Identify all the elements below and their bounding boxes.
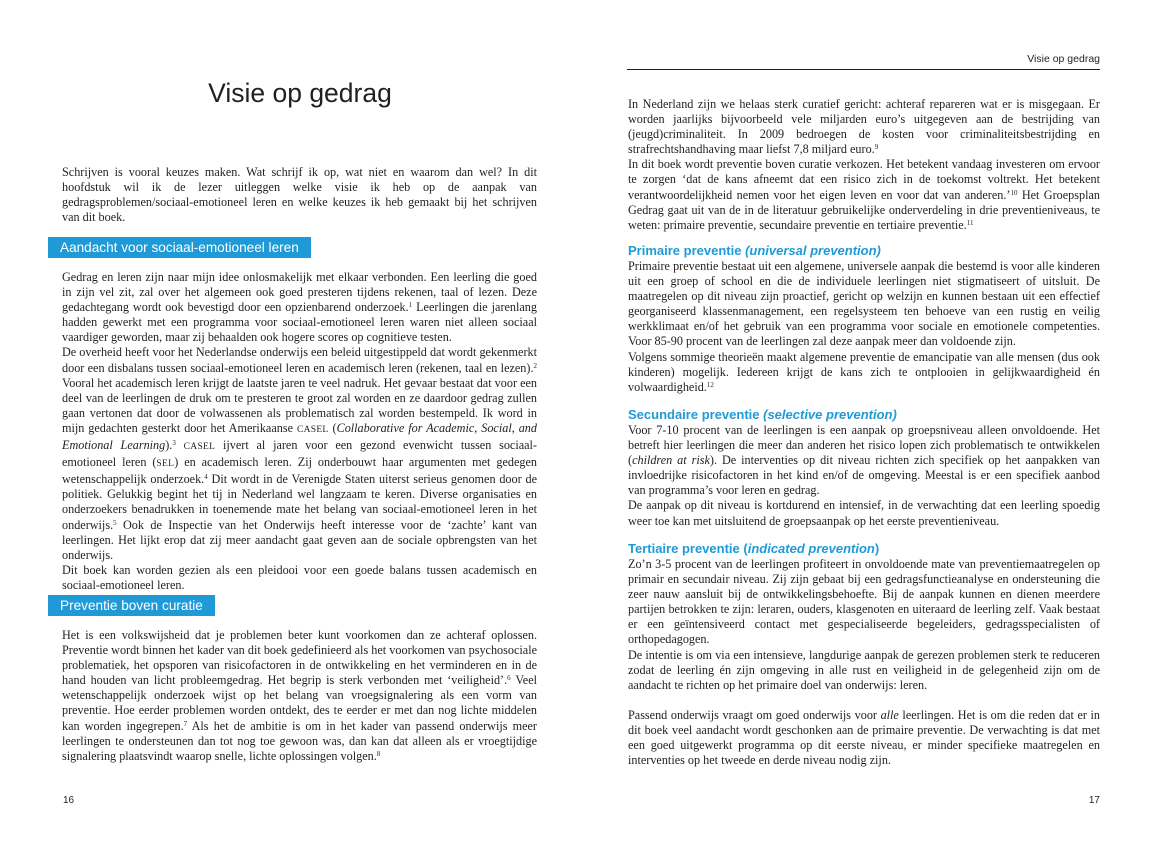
text: Leerlingen die jarenlang hadden gewerkt met een programma voor sociaal-emotioneel leren waren niet alleen sociaal vaardiger geworden, maar zij behaalden ook hogere scores op cognitieve testen. xyxy=(62,300,537,345)
text: Secundaire preventie xyxy=(628,407,764,422)
header-rule xyxy=(627,69,1100,70)
text: Vooral het academisch leren krijgt de laatste jaren te veel nadruk. Het gevaar bestaat dat voor een deel van de leerlingen de druk om te presteren te groot zal worden en ze daardoor gedrag zullen gaan vertonen dat door de volwassenen als problematisch zal worden bestempeld. Ik word in mijn gedachten gesterkt door het Amerikaanse xyxy=(62,375,537,435)
text: ( xyxy=(328,420,337,435)
paragraph: Dit boek kan worden gezien als een pleidooi voor een goede balans tussen academisch en sociaal-emotioneel leren. xyxy=(62,562,537,592)
acronym: CASEL xyxy=(296,424,329,435)
footnote-ref: 9 xyxy=(874,143,879,152)
italic-text: children at risk xyxy=(632,453,710,468)
page-number: 16 xyxy=(63,795,75,806)
section-social-emotional xyxy=(62,270,537,593)
text: ). xyxy=(165,438,173,453)
footnote-ref: 4 xyxy=(204,473,208,482)
text: Primaire preventie xyxy=(628,243,746,258)
footnote-ref: 8 xyxy=(376,749,381,758)
paragraph: De aanpak op dit niveau is kortdurend en intensief, in de verwachting dat een leerling spoedig weer toe kan met uitsluitend de groepsaanpak op het eerste preventieniveau. xyxy=(628,498,1100,528)
footnote-ref: 3 xyxy=(172,439,176,448)
paragraph: Primaire preventie bestaat uit een algemene, universele aanpak die bestemd is voor alle kinderen uit een groep of school en die de individuele leerlingen niet stigmatiseert of uitsluit. De maatregelen op dit niveau zijn proactief, gericht op welzijn en kunnen bestaan uit een effectief georganiseerd klassenmanagement, een regelsysteem ten behoeve van een rustig en veilig werkklimaat en/of het gebruik van een programma voor sociale en emotionele competenties. Voor 85-90 procent van de leerlingen zal deze aanpak meer dan voldoende zijn. xyxy=(628,259,1100,349)
paragraph xyxy=(628,350,1100,395)
section-heading-social-emotional: Aandacht voor sociaal-emotioneel leren xyxy=(48,237,311,258)
text: Volgens sommige theorieën maakt algemene preventie de emancipatie van alle mensen (dus ook kinderen) mogelijk. Iedereen krijgt de kans zich te ontplooien in gelijkwaardigheid én volwaardigheid. xyxy=(628,349,1100,394)
footnote-ref: 11 xyxy=(966,218,974,227)
section-heading-prevention: Preventie boven curatie xyxy=(48,595,215,616)
footnote-ref: 1 xyxy=(408,301,413,310)
paragraph: De intentie is om via een intensieve, langdurige aanpak de gerezen problemen sterk te reduceren zodat de leerling én zijn omgeving in alle rust en veiligheid in de gelegenheid zijn om de aandacht te richten op het primaire doel van onderwijs: leren. xyxy=(628,647,1100,692)
text: ijvert al jaren voor een gezond evenwicht tussen sociaal-emotioneel leren ( xyxy=(62,438,537,470)
text: Dit wordt in de Verenigde Staten uiterst serieus genomen door de politiek. Gelukkig begint het tij in Nederland wel langzaam te keren. Diverse organisaties en onderzoekers benadrukken in toenemende mate het belang van sociaal-emotioneel leren in het onderwijs. xyxy=(62,472,537,532)
chapter-title: Visie op gedrag xyxy=(208,78,392,108)
acronym: SEL xyxy=(156,459,175,470)
footnote-ref: 12 xyxy=(706,380,714,389)
paragraph xyxy=(62,270,537,345)
footnote-ref: 2 xyxy=(533,361,537,370)
intro-paragraph: Schrijven is vooral keuzes maken. Wat schrijf ik op, wat niet en waarom dan wel? In dit hoofdstuk wil ik de lezer uitleggen welke visie ik heb op de aanpak van gedragsproblemen/sociaal-emotioneel leren en welke keuzes ik heb gemaakt bij het schrijven van dit boek. xyxy=(62,165,537,225)
subheading xyxy=(628,541,1100,557)
text: In dit boek wordt preventie boven curatie verkozen. Het betekent vandaag investeren om ervoor te zorgen ‘dat de kans afneemt dat een risico zich in de toekomst voltrekt. Het betekent verantwoordelijkheid nemen voor het eigen leven en voor dat van anderen.’ xyxy=(628,157,1100,202)
italic-text: indicated prevention xyxy=(747,541,875,556)
running-head: Visie op gedrag xyxy=(1027,53,1100,65)
text: leerlingen. Het is om die reden dat er in dit boek veel aandacht wordt geschonken aan de primaire preventie. De verwachting is dat met een goed uitgewerkt programma op dit eerste niveau, er minder specifieke maatregelen en interventies op het tweede en derde niveau nodig zijn. xyxy=(628,707,1100,768)
text: Ook de Inspectie van het Onderwijs heeft interesse voor de ‘zachte’ kant van leerlingen. Het lijkt erop dat zij meer aandacht gaat geven aan de sociale opbrengsten van het onderwijs. xyxy=(62,517,537,562)
italic-text: alle xyxy=(880,707,899,722)
italic-text: (universal prevention) xyxy=(745,243,881,258)
text: ) xyxy=(874,541,880,556)
footnote-ref: 10 xyxy=(1010,188,1018,197)
paragraph xyxy=(628,708,1100,768)
intro-block xyxy=(628,97,1100,233)
text: Als het de ambitie is om in het kader van passend onderwijs meer leerlingen te ondersteunen dan tot nog toe gewoon was, dan kan dat alleen als er vroegtijdige signalering plaatsvindt waarop snelle, lichte oplossingen volgen. xyxy=(62,718,537,763)
section-secondary-prevention xyxy=(628,407,1100,529)
text: Voor 7-10 procent van de leerlingen is een aanpak op groepsniveau alleen onvoldoende. Het betreft hier leerlingen die meer dan anderen het risico lopen zich problematisch te ontwikkelen ( xyxy=(628,423,1100,468)
paragraph xyxy=(62,345,537,562)
acronym: CASEL xyxy=(183,442,216,453)
paragraph xyxy=(62,628,537,764)
footnote-ref: 5 xyxy=(113,518,117,527)
paragraph-gap xyxy=(628,693,1100,708)
section-prevention xyxy=(62,628,537,764)
text: ) en academisch leren. Zij onderbouwt haar argumenten met gedegen wetenschappelijk onderzoek. xyxy=(62,455,537,487)
text: ( xyxy=(743,541,748,556)
paragraph: Zo’n 3-5 procent van de leerlingen profiteert in onvoldoende mate van preventiemaatregelen op primair en secundair niveau. Zij zijn gebaat bij een gedragsfunctieanalyse en ondersteuning die zeer nauw aansluit bij de ontwikkelingsbehoefte. Bij de aanpak kunnen en dienen meerdere partijen betrokken te zijn: leraren, ouders, klasgenoten en uiteraard de leerling zelf. Vaak bestaat er een geïntensiveerd contact met gespecialiseerde begeleiders, gedragsspecialisten of orthopedagogen. xyxy=(628,557,1100,647)
text: Gedrag en leren zijn naar mijn idee onlosmakelijk met elkaar verbonden. Een leerling die goed in zijn vel zit, zal over het algemeen ook goed presteren tijdens rekenen, taal of lezen. Deze gedachtegang wordt ook bevestigd door een opzienbarend onderzoek. xyxy=(62,270,537,315)
section-tertiary-prevention xyxy=(628,541,1100,768)
italic-text: (selective prevention) xyxy=(763,407,897,422)
intro-block xyxy=(62,165,537,225)
left-page xyxy=(0,0,581,867)
text: Passend onderwijs vraagt om goed onderwijs voor xyxy=(628,707,881,722)
text: Het is een volkswijsheid dat je problemen beter kunt voorkomen dan ze achteraf oplossen. Preventie wordt binnen het kader van dit boek gedefinieerd als het voorkomen van psychosociale problematiek, het opsporen van risicofactoren in de ontwikkeling en het verminderen en in de hand houden van licht probleemgedrag. Het begrip is sterk verbonden met ‘veiligheid’. xyxy=(62,628,537,688)
text: De overheid heeft voor het Nederlandse onderwijs een beleid uitgestippeld dat wordt gekenmerkt door een disbalans tussen sociaal-emotioneel leren en academisch leren (rekenen, taal en lezen). xyxy=(62,345,537,375)
paragraph xyxy=(628,423,1100,498)
text: Tertiaire preventie xyxy=(628,541,744,556)
footnote-ref: 7 xyxy=(183,719,188,728)
paragraph xyxy=(628,157,1100,232)
footnote-ref: 6 xyxy=(507,674,511,683)
text xyxy=(176,438,184,452)
text: Het Groepsplan Gedrag gaat uit van de in de literatuur gebruikelijke onderverdeling in drie preventieniveaus, te weten: primaire preventie, secundaire preventie en tertiaire preventie. xyxy=(628,187,1100,232)
text: ). De interventies op dit niveau richten zich specifiek op het aanpakken van invloedrijke risicofactoren in het kind en/of de omgeving. Meestal is er een specifiek aanbod van programma’s voor leren en gedrag. xyxy=(628,453,1100,498)
section-primary-prevention xyxy=(628,243,1100,395)
subheading xyxy=(628,407,1100,423)
text: In Nederland zijn we helaas sterk curatief gericht: achteraf repareren wat er is misgegaan. Er worden jaarlijks bijvoorbeeld vele miljarden euro’s uitgegeven aan de bestrijding van (jeugd)criminaliteit. In 2009 bedroegen de kosten voor criminaliteitsbestrijding en strafrechtshandhaving maar liefst 7,8 miljard euro. xyxy=(628,97,1100,157)
italic-text: Collaborative for Academic, Social, and Emotional Learning xyxy=(62,420,537,453)
subheading xyxy=(628,243,1100,259)
right-page xyxy=(582,0,1163,867)
paragraph xyxy=(628,97,1100,157)
page-number: 17 xyxy=(1088,795,1100,806)
text: Veel wetenschappelijk onderzoek wijst op het belang van vroegsignalering als een vorm van preventie. Hoe eerder problemen worden ontdekt, des te eerder er met dan nog lichte middelen kan worden ingegrepen. xyxy=(62,673,537,733)
